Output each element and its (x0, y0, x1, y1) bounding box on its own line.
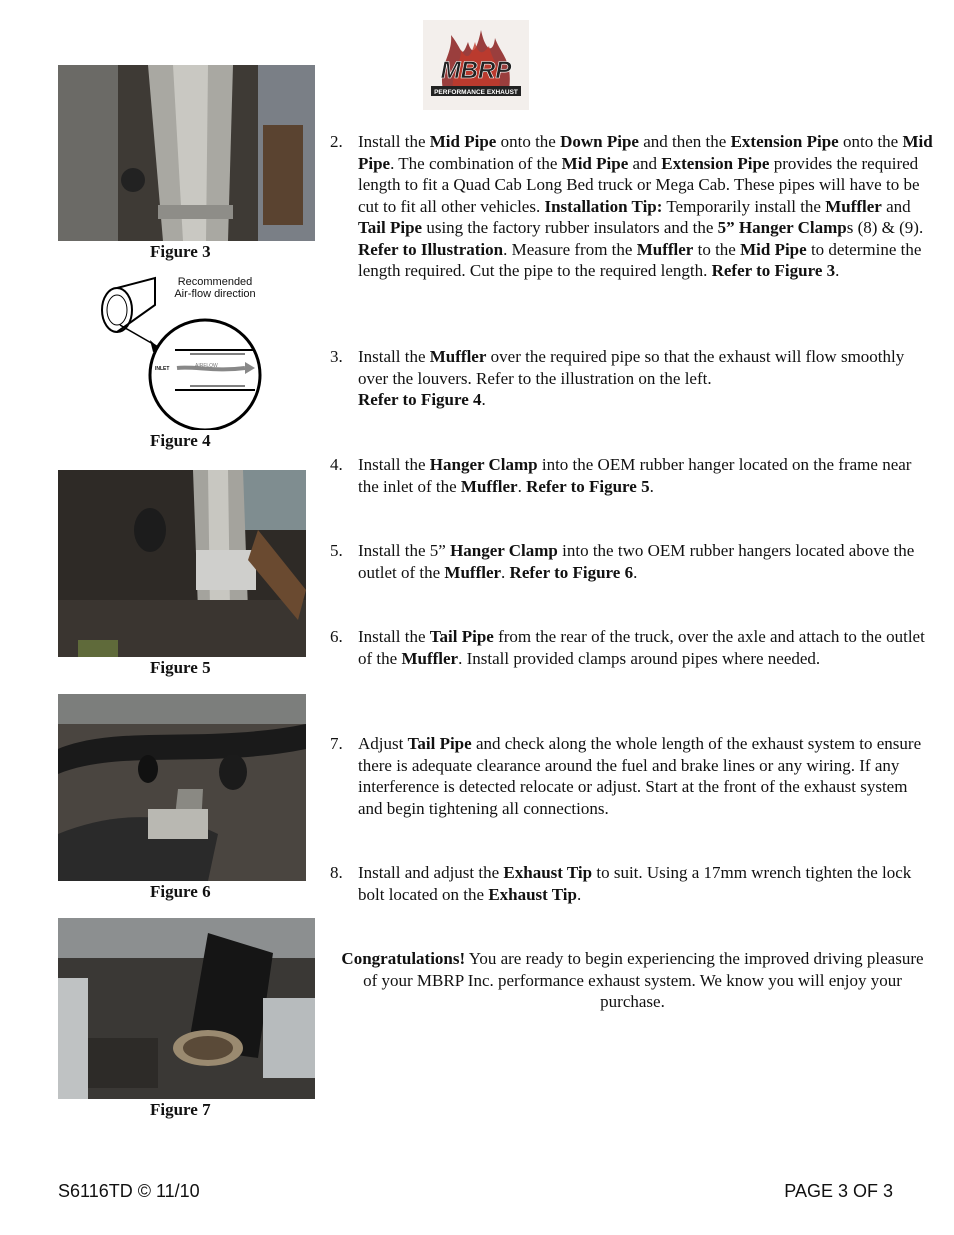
step-emphasis: Muffler (825, 196, 882, 216)
step-text-run: . (577, 884, 582, 904)
step-text-run: Install the (358, 132, 430, 151)
step-3 (330, 346, 935, 411)
figure-4-note-line2: Air-flow direction (174, 288, 256, 300)
step-text-run: Install the 5” (358, 541, 451, 560)
step-number: 7. (330, 734, 343, 753)
step-text-run: and (881, 196, 911, 216)
step-number: 8. (330, 863, 343, 882)
figure-6-photo (58, 694, 306, 881)
closing-text: You are ready to begin experiencing the improved driving pleasure of your MBRP Inc. performance exhaust system. We know you will enjoy your purchase. (363, 949, 924, 1011)
step-text-run: Install the (358, 627, 430, 646)
step-emphasis: Muffler (401, 648, 459, 668)
step-emphasis: Refer to Figure 6 (509, 562, 634, 582)
step-text-run: onto the (838, 132, 903, 151)
step-emphasis: Mid Pipe (358, 132, 933, 173)
step-text-run: provides the required length to fit a Quad Cab Long Bed truck or Mega Cab. These pipes will have to be cut to fit all other vehicles. (358, 153, 920, 216)
step-text-run: and check along the whole length of the exhaust system to ensure there is adequate clearance around the fuel and brake lines or any wiring. If any interference is detected relocate or adjust. Start at the front of the exhaust system and begin tightening all connections. (358, 734, 922, 818)
step-number: 4. (330, 455, 343, 474)
svg-text:PERFORMANCE EXHAUST: PERFORMANCE EXHAUST (434, 89, 518, 96)
figure-4-airflow-label: AIRFLOW (195, 363, 218, 369)
step-text-run: . Measure from the (503, 239, 637, 259)
step-text-run: . Install provided clamps around pipes where needed. (458, 648, 821, 668)
step-number: 5. (330, 541, 343, 560)
figure-5-caption: Figure 5 (150, 658, 211, 677)
step-text-run: to determine the length required. Cut the pipe to the required length. (358, 239, 922, 280)
step-text (358, 131, 935, 282)
step-emphasis: Muffler (636, 239, 694, 259)
figure-4-illustration (95, 270, 270, 430)
step-text-run: into the two OEM rubber hangers located above the outlet of the (358, 541, 915, 582)
step-emphasis: Refer to Figure 4 (358, 390, 482, 409)
step-text-run: s (8) & (9). (846, 218, 924, 237)
step-emphasis: Muffler (460, 476, 518, 496)
closing-paragraph (335, 948, 930, 1013)
step-emphasis: Extension Pipe (661, 153, 770, 173)
step-emphasis: Muffler (444, 562, 502, 582)
step-emphasis: Refer to Illustration (358, 239, 504, 259)
figure-4-note-line1: Recommended (177, 276, 253, 288)
step-text-run: using the factory rubber insulators and the (422, 218, 718, 237)
step-emphasis: Down Pipe (560, 132, 639, 151)
figure-5-photo (58, 470, 306, 657)
step-emphasis: Installation Tip: (544, 196, 663, 216)
step-emphasis: Tail Pipe (358, 218, 423, 237)
figure-4-inlet-label: INLET (155, 366, 170, 372)
step-7 (330, 733, 935, 819)
step-text-run: . (501, 562, 510, 582)
step-emphasis: Tail Pipe (407, 734, 472, 753)
svg-text:MBRP: MBRP (440, 57, 512, 84)
step-emphasis: Exhaust Tip (503, 863, 593, 882)
figure-7-photo (58, 918, 315, 1099)
step-emphasis: Exhaust Tip (488, 884, 577, 904)
step-5 (330, 540, 935, 583)
step-text (358, 626, 935, 669)
footer-doc-id: S6116TD © 11/10 (58, 1181, 200, 1201)
figure-4-caption: Figure 4 (150, 431, 211, 450)
step-emphasis: 5” Hanger Clamp (717, 218, 847, 237)
footer-page-number: PAGE 3 OF 3 (784, 1181, 893, 1201)
step-text-run: onto the (496, 132, 561, 151)
step-text-run: . (649, 476, 654, 496)
step-text-run: to the (693, 239, 741, 259)
step-emphasis: Muffler (429, 347, 487, 366)
step-text-run: over the required pipe so that the exhaust will flow smoothly over the louvers. Refer to the illustration on the left. (358, 347, 905, 388)
step-text (358, 454, 935, 497)
step-text-run: and (628, 153, 662, 173)
step-text-run: into the OEM rubber hanger located on the frame near the inlet of the (358, 455, 912, 496)
step-number: 2. (330, 132, 343, 151)
step-text-run: . (481, 390, 486, 409)
step-emphasis: Extension Pipe (730, 132, 839, 151)
step-text-run: from the rear of the truck, over the axle and attach to the outlet of the (358, 627, 925, 668)
step-text-run: and then the (638, 132, 731, 151)
step-emphasis: Hanger Clamp (450, 541, 558, 560)
step-emphasis: Refer to Figure 5 (526, 476, 650, 496)
step-text-run: Install the (358, 455, 430, 474)
step-number: 3. (330, 347, 343, 366)
step-text (358, 346, 935, 411)
step-emphasis: Hanger Clamp (429, 455, 538, 474)
step-text-run: Install the (358, 347, 430, 366)
step-text-run: . (835, 261, 840, 280)
step-text-run: . The combination of the (390, 153, 562, 173)
step-emphasis: Mid Pipe (561, 153, 629, 173)
step-text-run: . (517, 476, 527, 496)
step-text-run: . (633, 562, 638, 582)
figure-4-note (170, 276, 260, 300)
figure-7-caption: Figure 7 (150, 1100, 211, 1119)
figure-3-photo (58, 65, 315, 241)
step-2 (330, 131, 935, 282)
step-text (358, 540, 935, 583)
figure-6-caption: Figure 6 (150, 882, 211, 901)
closing-bold: Congratulations! (341, 949, 466, 968)
step-4 (330, 454, 935, 497)
step-8 (330, 862, 935, 905)
step-text (358, 862, 935, 905)
step-text-run: Adjust (358, 734, 408, 753)
step-text-run: Install and adjust the (358, 863, 504, 882)
mbrp-logo (423, 20, 529, 110)
step-emphasis: Mid Pipe (429, 132, 497, 151)
step-text (358, 733, 935, 819)
step-6 (330, 626, 935, 669)
step-text-run: to suit. Using a 17mm wrench tighten the lock bolt located on the (358, 863, 912, 904)
figure-3-caption: Figure 3 (150, 242, 211, 261)
step-text-run: Temporarily install the (662, 196, 826, 216)
step-emphasis: Tail Pipe (429, 627, 494, 646)
step-emphasis: Refer to Figure 3 (711, 261, 836, 280)
step-number: 6. (330, 627, 343, 646)
step-emphasis: Mid Pipe (740, 239, 807, 259)
